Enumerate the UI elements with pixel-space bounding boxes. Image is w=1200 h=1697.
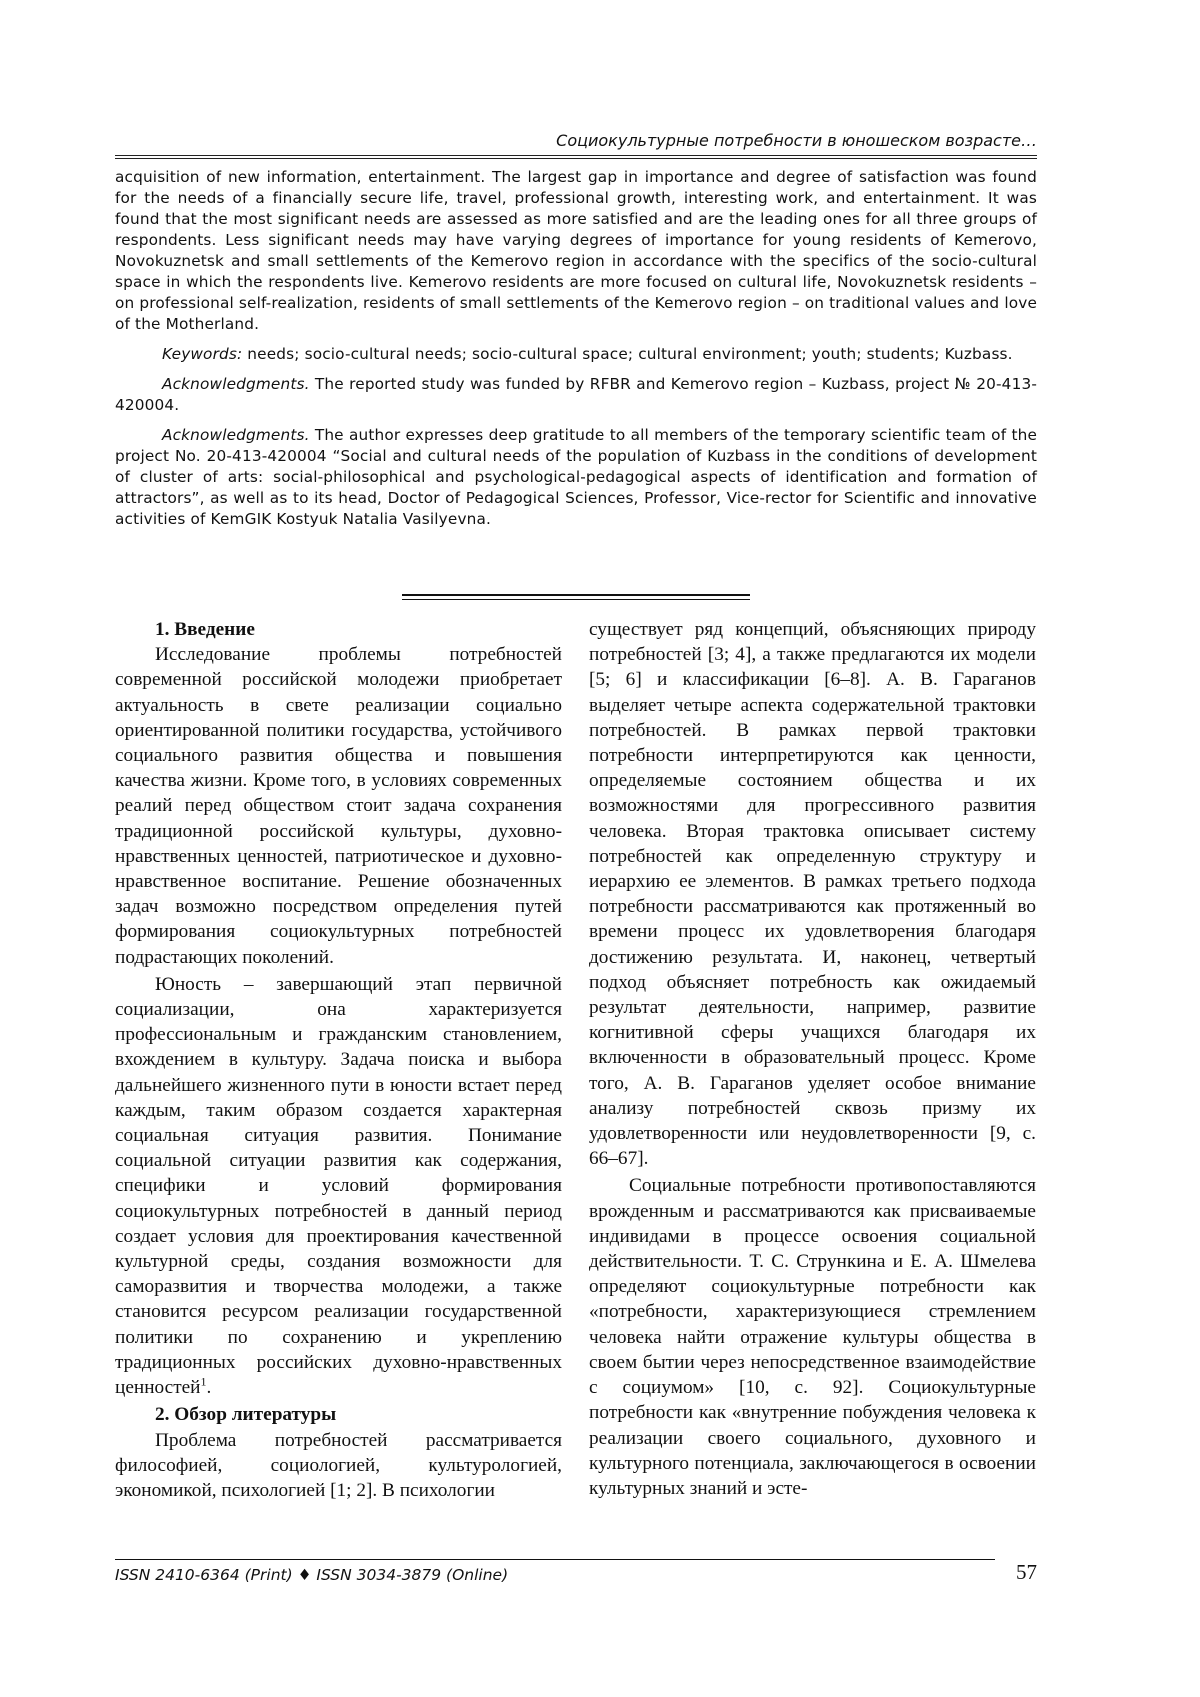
intro-paragraph-2-text: Юность – завершающий этап первичной социализации, она характеризуется профессиональным и гражданским становлением, вхождением в культуру. Задача поиска и выбора дальнейшего жизненного пути в юности встает перед каждым, таким образом создается характерная социальная ситуация развития. Понимание социальной ситуации развития как содержания, специфики и условий формирования социокультурных потребностей в данный период создает условия для проектирования качественной культурной среды, создания возможности для саморазвития и творчества молодежи, а также становится ресурсом реализации государственной политики по сохранению и укреплению традиционных российских духовно-нравственных ценностей — [115, 973, 562, 1399]
intro-paragraph-1: Исследование проблемы потребностей современной российской молодежи приобретает актуальность в свете реализации социально ориентированной политики государства, устойчивого социального развития общества и повышения качества жизни. Кроме того, в условиях современных реалий перед обществом стоит задача сохранения традиционной российской культуры, духовно-нравственных ценностей, патриотическое и духовно-нравственное воспитание. Решение обозначенных задач возможно посредством определения путей формирования социокультурных потребностей подрастающих поколений. — [115, 644, 562, 968]
running-title: Социокультурные потребности в юношеском возрасте… — [556, 131, 1037, 150]
intro-paragraph-2-end: . — [206, 1377, 212, 1399]
keywords — [115, 344, 1037, 365]
section-separator-thick — [402, 594, 750, 596]
keywords-label: Keywords: — [162, 345, 243, 363]
footer-rule — [115, 1559, 995, 1560]
acknowledgments-funding — [115, 374, 1037, 416]
intro-paragraph-2 — [115, 972, 562, 1400]
keywords-text: needs; socio-cultural needs; socio-cultural space; cultural environment; youth; students; Kuzbass. — [242, 345, 1013, 363]
section-heading-literature-review: 2. Обзор литературы — [155, 1404, 337, 1426]
left-column — [115, 617, 562, 1505]
literature-paragraph-1: Проблема потребностей рассматривается философией, социологией, культурологией, экономикой, психологией [1; 2]. В психологии — [115, 1429, 562, 1501]
section-separator-thin — [402, 599, 750, 600]
footer-issn: ISSN 2410-6364 (Print) ♦ ISSN 3034-3879 (Online) — [115, 1566, 509, 1584]
ack1-label: Acknowledgments. — [162, 375, 310, 393]
abstract-block — [115, 167, 1037, 539]
right-column — [589, 617, 1036, 1503]
literature-paragraph-2: Социальные потребности противопоставляются врожденным и рассматриваются как присваиваемые индивидами в процессе освоения социальной действительности. Т. С. Стрункина и Е. А. Шмелева определяют социокультурные потребности как «потребности, характеризующиеся стремлением человека найти отражение культуры общества в своем бытии через непосредственное взаимодействие с социумом» [10, с. 92]. Социокультурные потребности как «внутренние побуждения человека к реализации своего социального, духовного и культурного потенциала, заключающегося в освоении культурных знаний и эсте- — [589, 1175, 1036, 1499]
ack2-label: Acknowledgments. — [162, 426, 310, 444]
footnote-ref: 1 — [200, 1374, 207, 1389]
literature-paragraph-1-continued: существует ряд концепций, объясняющих природу потребностей [3; 4], а также предлагаются их модели [5; 6] и классификации [6–8]. А. В. Гараганов выделяет четыре аспекта содержательной трактовки потребностей. В рамках первой трактовки потребности интерпретируются как ценности, определяемые состоянием общества и их возможностями для прогрессивного развития человека. Вторая трактовка описывает систему потребностей как определенную структуру и иерархию ее элементов. В рамках третьего подхода потребности рассматриваются как протяженный во времени процесс их удовлетворения благодаря достижению результата. И, наконец, четвертый подход объясняет потребность как ожидаемый результат деятельности, например, развитие когнитивной сферы учащихся благодаря их включенности в образовательный процесс. Кроме того, А. В. Гараганов уделяет особое внимание анализу потребностей сквозь призму их удовлетворенности или неудовлетворенности [9, с. 66–67]. — [589, 619, 1036, 1170]
acknowledgments-team — [115, 425, 1037, 530]
header-rule — [115, 155, 1037, 159]
section-heading-introduction: 1. Введение — [155, 619, 255, 640]
page-number: 57 — [1016, 1560, 1037, 1584]
abstract-text: acquisition of new information, entertainment. The largest gap in importance and degree of satisfaction was found for the needs of a financially secure life, travel, professional growth, interesting work, and entertainment. It was found that the most significant needs are assessed as more satisfied and are the leading ones for all three groups of respondents. Less significant needs may have varying degrees of importance for young residents of Kemerovo, Novokuznetsk and small settlements of the Kemerovo region in accordance with the specifics of the socio-cultural space in which the respondents live. Kemerovo residents are more focused on cultural life, Novokuznetsk residents – on professional self-realization, residents of small settlements of the Kemerovo region – on traditional values and love of the Motherland. — [115, 168, 1037, 333]
ack1-text: The reported study was funded by RFBR and Kemerovo region – Kuzbass, project № 20-413-420004. — [115, 375, 1037, 414]
ack2-text: The author expresses deep gratitude to all members of the temporary scientific team of the project No. 20-413-420004 “Social and cultural needs of the population of Kuzbass in the conditions of development of cluster of arts: social-philosophical and psychological-pedagogical aspects of identification and formation of attractors”, as well as to its head, Doctor of Pedagogical Sciences, Professor, Vice-rector for Scientific and innovative activities of KemGIK Kostyuk Natalia Vasilyevna. — [115, 426, 1037, 528]
